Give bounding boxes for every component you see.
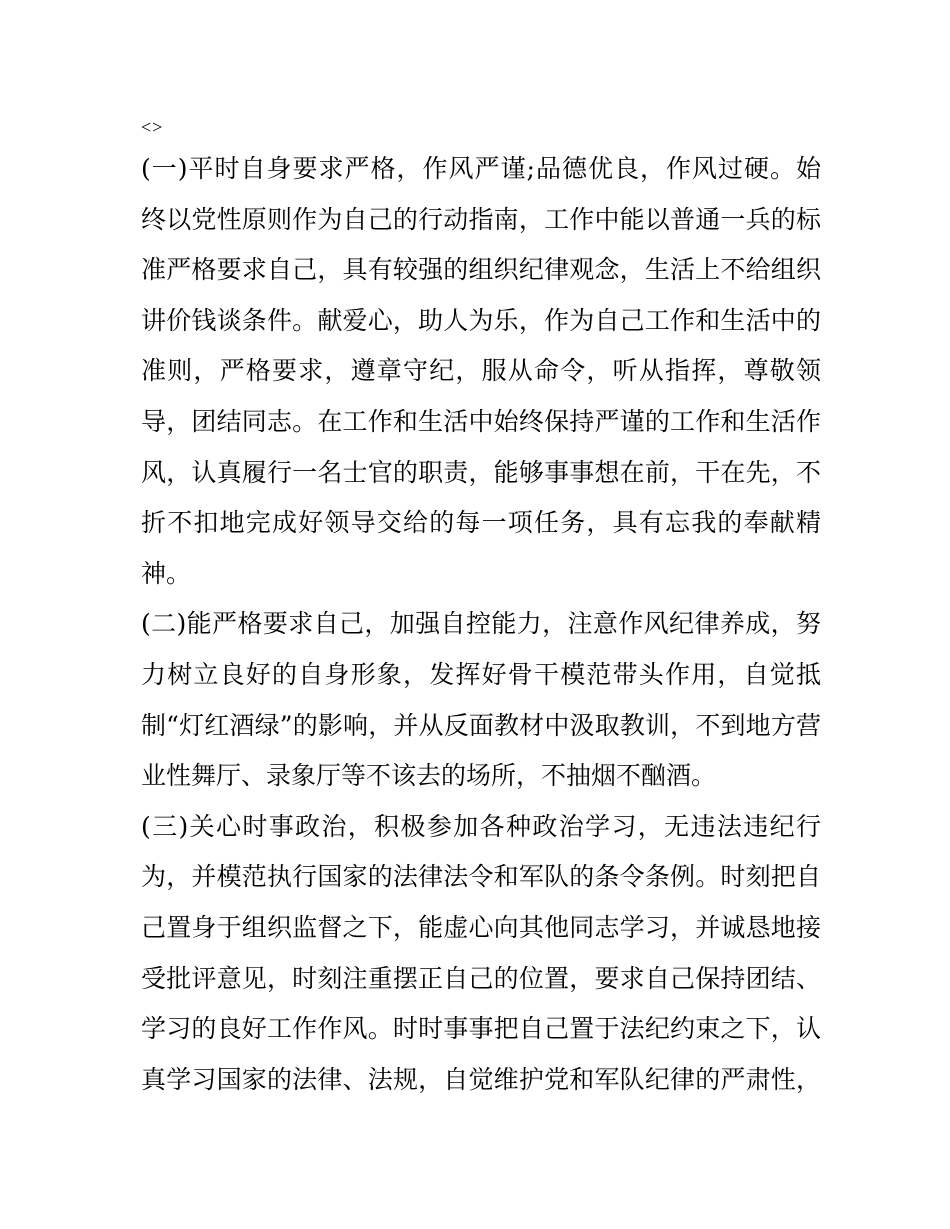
document-body <box>141 110 821 1105</box>
text-line: 讲价钱谈条件。献爱心，助人为乐，作为自己工作和生活中的 <box>141 305 821 335</box>
header-marker: <> <box>141 117 164 137</box>
text-line: 为，并模范执行国家的法律法令和军队的条令条例。时刻把自 <box>141 862 821 892</box>
text-line: 神。 <box>141 558 192 588</box>
text-line: 力树立良好的自身形象，发挥好骨干模范带头作用，自觉抵 <box>141 659 821 689</box>
text-line: 导，团结同志。在工作和生活中始终保持严谨的工作和生活作 <box>141 406 821 436</box>
text-line: 风，认真履行一名士官的职责，能够事事想在前，干在先，不 <box>141 457 821 487</box>
text-line: 受批评意见，时刻注重摆正自己的位置，要求自己保持团结、 <box>141 963 821 993</box>
text-line: (三)关心时事政治，积极参加各种政治学习，无违法违纪行 <box>141 811 821 841</box>
text-line: 准则，严格要求，遵章守纪，服从命令，听从指挥，尊敬领 <box>141 356 821 386</box>
text-line: 折不扣地完成好领导交给的每一项任务，具有忘我的奉献精 <box>141 508 821 538</box>
text-line: 学习的良好工作作风。时时事事把自己置于法纪约束之下，认 <box>141 1014 821 1044</box>
text-line: 业性舞厅、录象厅等不该去的场所，不抽烟不酗酒。 <box>141 761 717 791</box>
text-line: (一)平时自身要求严格，作风严谨;品德优良，作风过硬。始 <box>141 154 821 183</box>
text-line: 准严格要求自己，具有较强的组织纪律观念，生活上不给组织 <box>141 255 821 285</box>
text-line: 制“灯红酒绿”的影响，并从反面教材中汲取教训，不到地方营 <box>141 710 821 740</box>
text-line: 真学习国家的法律、法规，自觉维护党和军队纪律的严肃性， <box>141 1064 821 1094</box>
text-line: 己置身于组织监督之下，能虚心向其他同志学习，并诚恳地接 <box>141 912 821 942</box>
text-line: 终以党性原则作为自己的行动指南，工作中能以普通一兵的标 <box>141 204 821 234</box>
text-line: (二)能严格要求自己，加强自控能力，注意作风纪律养成，努 <box>141 609 821 639</box>
